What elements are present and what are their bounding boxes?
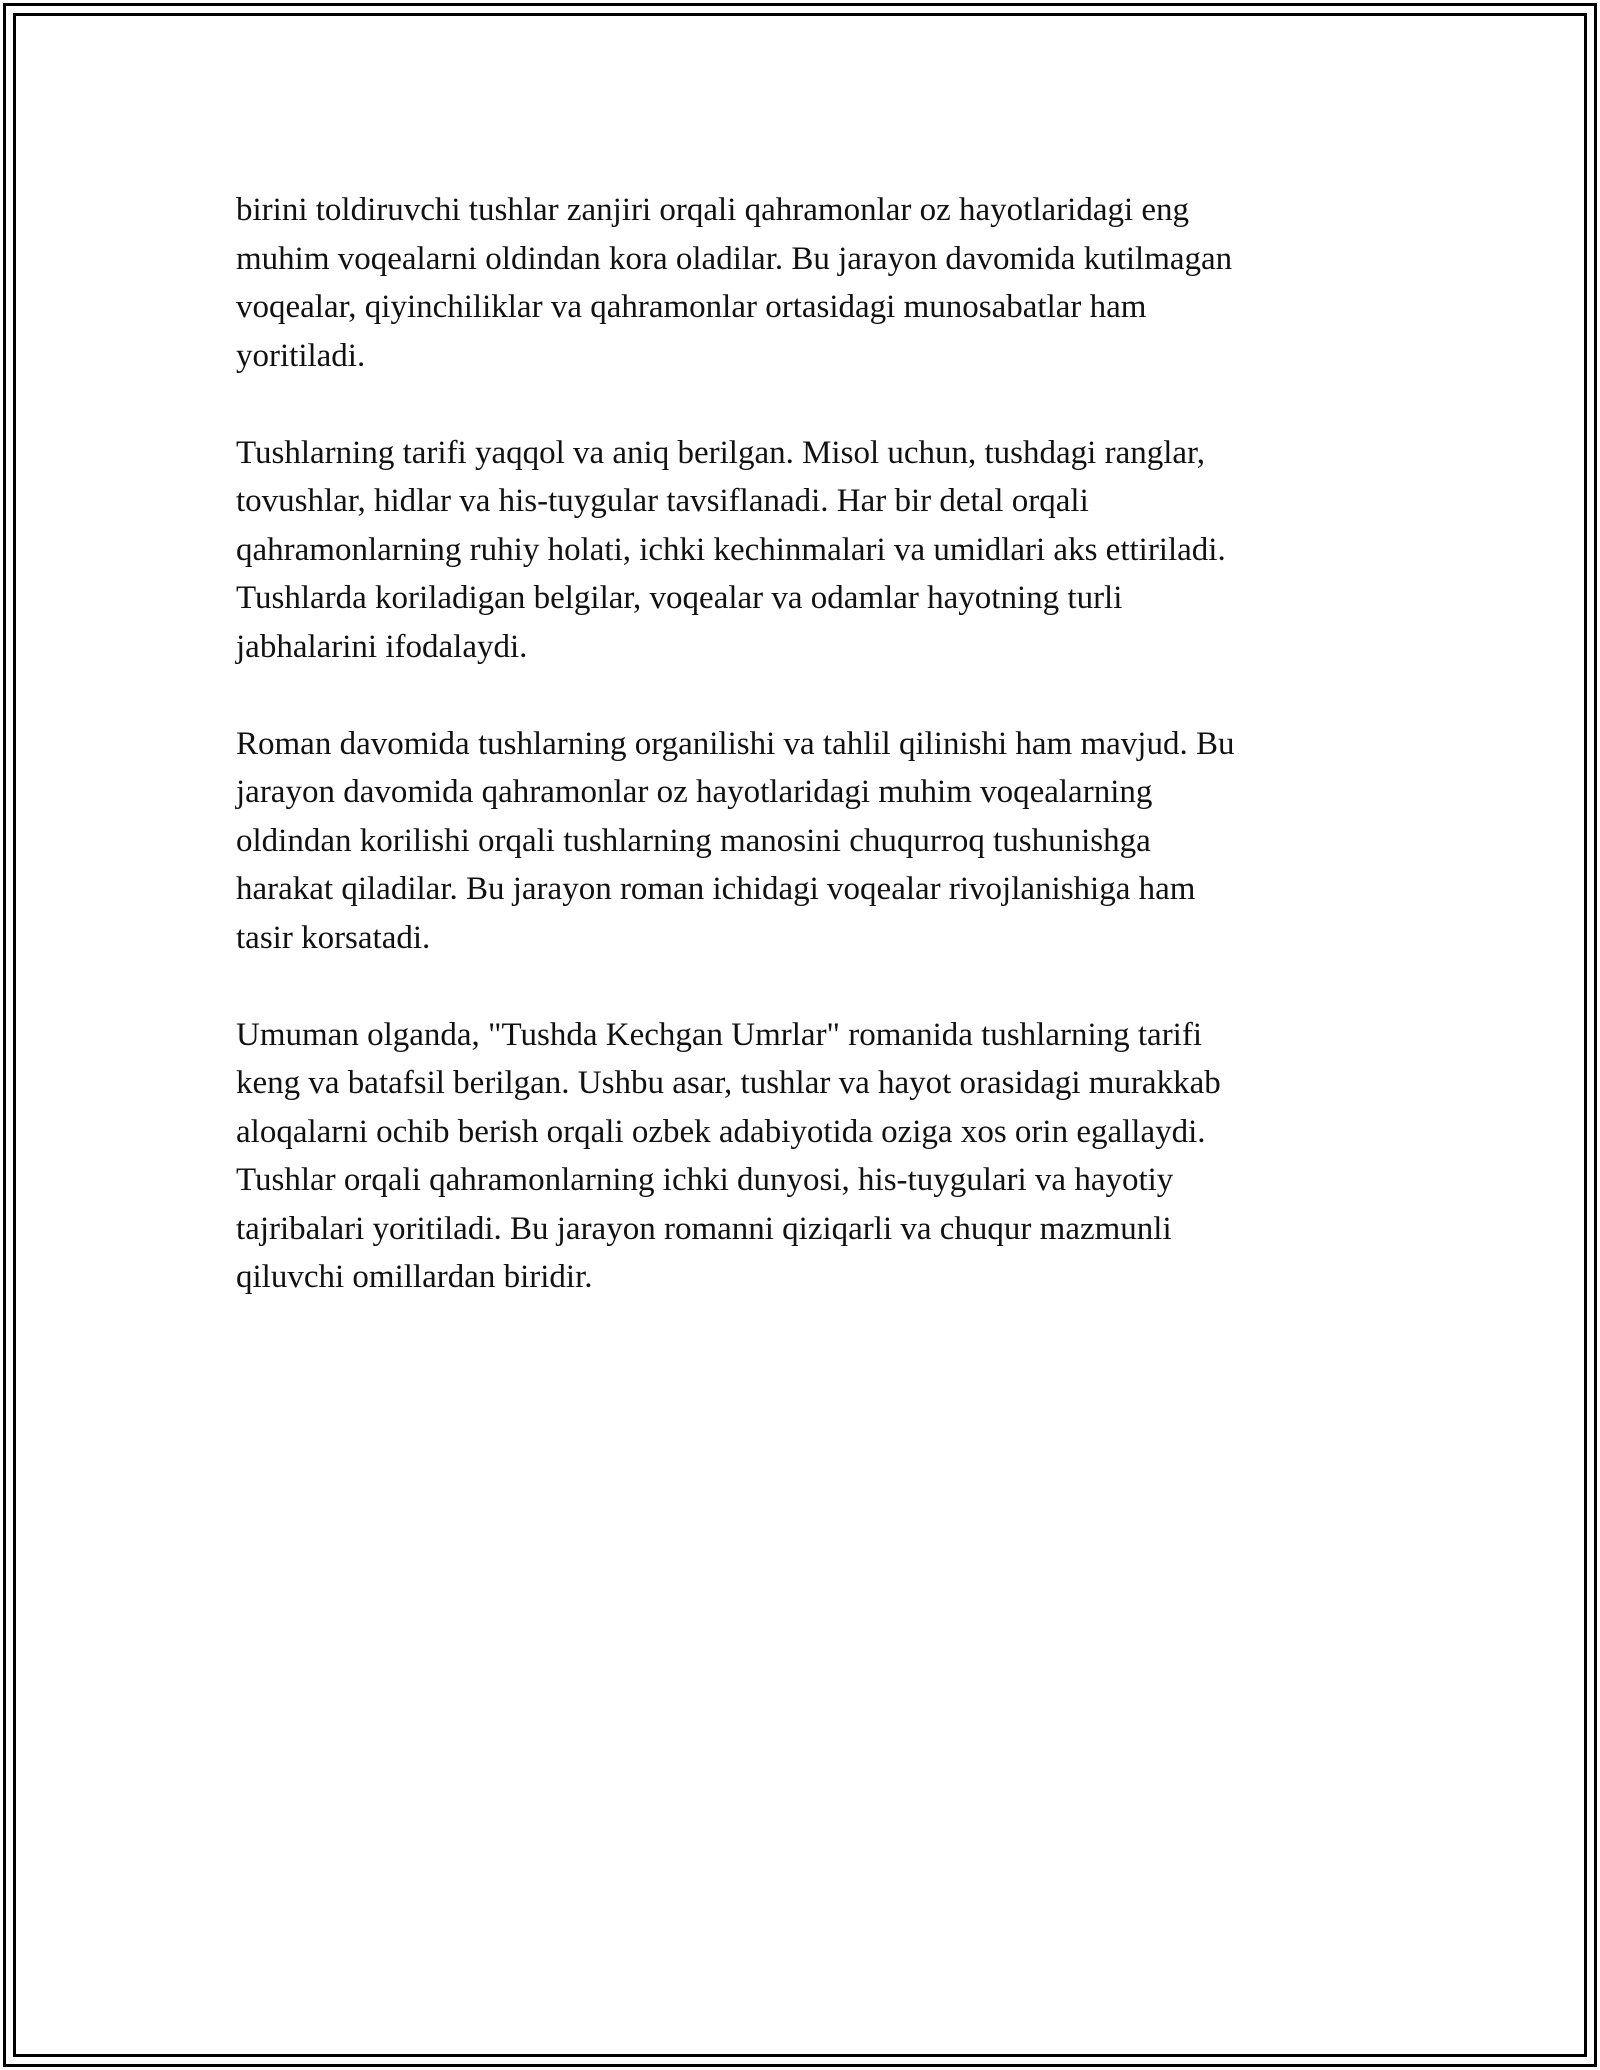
document-body [236,186,1366,1350]
paragraph-3: Roman davomida tushlarning organilishi va tahlil qilinishi ham mavjud. Bu jarayon davomida qahramonlar oz hayotlaridagi muhim voqealarning oldindan korilishi orqali tushlarning manosini chuqurroq tushunishga harakat qiladilar. Bu jarayon roman ichidagi voqealar rivojlanishiga ham tasir korsatadi. [236,725,1235,956]
paragraph-1: birini toldiruvchi tushlar zanjiri orqali qahramonlar oz hayotlaridagi eng muhim voqealarni oldindan kora oladilar. Bu jarayon davomida kutilmagan voqealar, qiyinchiliklar va qahramonlar ortasidagi munosabatlar ham yoritiladi. [236,192,1233,374]
paragraph-2: Tushlarning tarifi yaqqol va aniq berilgan. Misol uchun, tushdagi ranglar, tovushlar, hidlar va his-tuygular tavsiflanadi. Har bir detal orqali qahramonlarning ruhiy holati, ichki kechinmalari va umidlari aks ettiriladi. Tushlarda koriladigan belgilar, voqealar va odamlar hayotning turli jabhalarini ifodalaydi. [236,434,1226,665]
paragraph-4: Umuman olganda, "Tushda Kechgan Umrlar" romanida tushlarning tarifi keng va batafsil berilgan. Ushbu asar, tushlar va hayot orasidagi murakkab aloqalarni ochib berish orqali ozbek adabiyotida oziga xos orin egallaydi. Tushlar orqali qahramonlarning ichki dunyosi, his-tuygulari va hayotiy tajribalari yoritiladi. Bu jarayon romanni qiziqarli va chuqur mazmunli qiluvchi omillardan biridir. [236,1016,1221,1295]
